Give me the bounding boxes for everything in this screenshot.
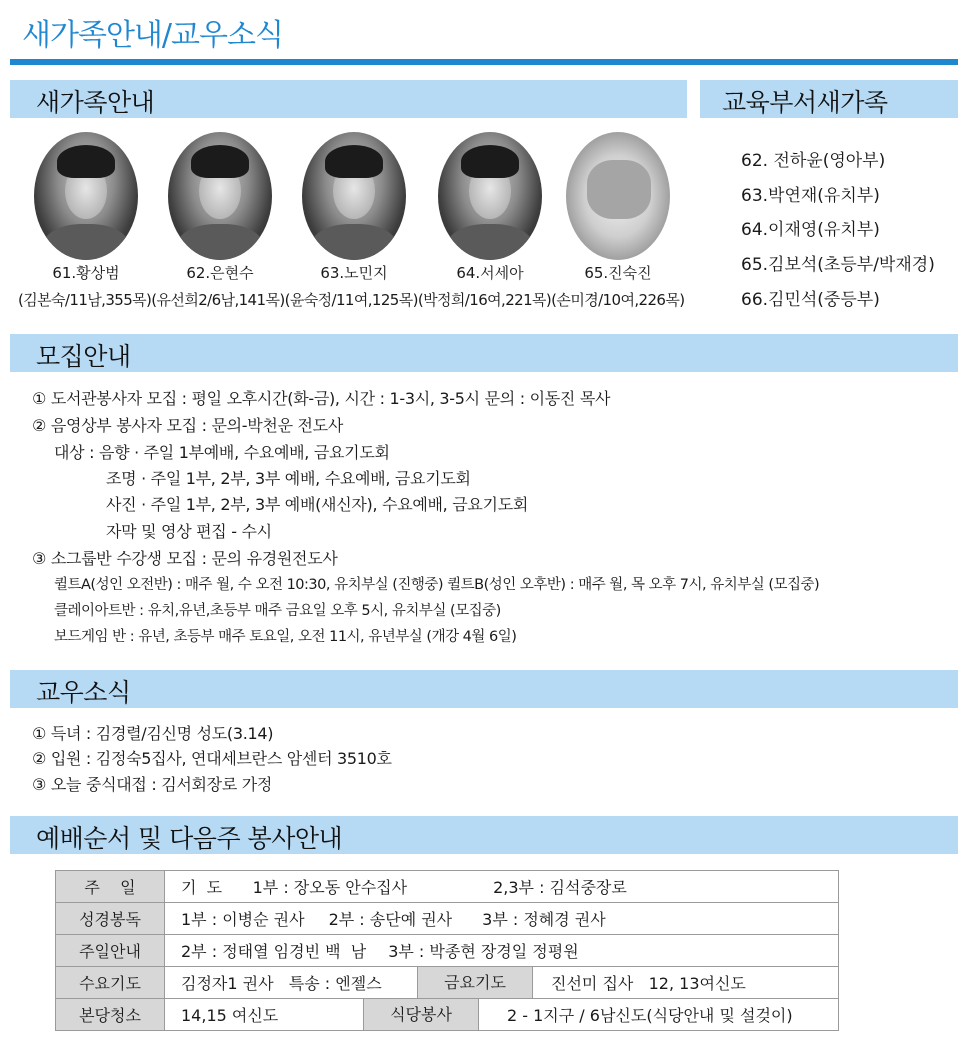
person-name: 63.노민지: [320, 264, 388, 282]
cell-text: 3부 : 박종현 장경일 정평원: [388, 942, 579, 961]
recruit-line: 클레이아트반 : 유치,유년,초등부 매주 금요일 오후 5시, 유치부실 (모집중): [54, 603, 501, 619]
recruit-line: ② 음영상부 봉사자 모집 : 문의-박천운 전도사: [32, 416, 343, 435]
table-cell: [165, 935, 839, 967]
cell-text: 진선미 집사 12, 13여신도: [551, 974, 746, 993]
edu-item: 66.김민석(중등부): [741, 290, 880, 310]
person-photo: [168, 132, 272, 260]
title-divider: [10, 59, 958, 65]
service-schedule-table: [55, 870, 839, 1031]
news-line: ① 득녀 : 김경렬/김신명 성도(3.14): [32, 724, 274, 743]
row-header: 수요기도: [56, 967, 165, 999]
table-cell: [165, 903, 839, 935]
cell-text: 2부 : 정태열 임경빈 백 남: [181, 942, 367, 961]
person-photo: [302, 132, 406, 260]
recruit-line: 퀼트A(성인 오전반) : 매주 월, 수 오전 10:30, 유치부실 (진행중) 퀼트B(성인 오후반) : 매주 월, 목 오후 7시, 유치부실 (모집중): [54, 577, 820, 593]
section-bar-recruit: [10, 334, 958, 372]
page-title: 새가족안내/교우소식: [22, 18, 283, 53]
section-heading: 새가족안내: [36, 88, 155, 117]
cell-text: 2 - 1지구 / 6남신도(식당안내 및 설겆이): [507, 1006, 793, 1025]
row-header: 주 일: [56, 871, 165, 903]
cell-text: 2부 : 송단예 권사: [328, 910, 453, 929]
recruit-line: 자막 및 영상 편집 - 수시: [106, 522, 272, 541]
person-photo: [34, 132, 138, 260]
cell-text: 2,3부 : 김석중장로: [493, 878, 627, 897]
row-header: 금요기도: [417, 967, 533, 998]
section-heading: 교우소식: [36, 678, 131, 707]
news-line: ③ 오늘 중식대접 : 김서회장로 가정: [32, 775, 273, 794]
person-name: 65.진숙진: [584, 264, 652, 282]
people-info: (김본숙/11남,355목)(유선희2/6남,141목)(윤숙정/11여,125목)(박정희/16여,221목)(손미경/10여,226목): [18, 291, 685, 309]
person-photo: [566, 132, 670, 260]
person-name: 64.서세아: [456, 264, 524, 282]
section-bar-worship: [10, 816, 958, 854]
cell-text: 기 도 1부 : 장오동 안수집사: [181, 878, 408, 897]
row-header: 성경봉독: [56, 903, 165, 935]
cell-text: 1부 : 이병순 권사: [181, 910, 305, 929]
recruit-line: 사진 · 주일 1부, 2부, 3부 예배(새신자), 수요예배, 금요기도회: [106, 495, 529, 514]
section-heading: 모집안내: [36, 342, 131, 371]
table-row: [56, 871, 839, 903]
section-bar-newfamily: [10, 80, 687, 118]
recruit-line: ③ 소그룹반 수강생 모집 : 문의 유경원전도사: [32, 549, 338, 568]
person-photo: [438, 132, 542, 260]
edu-item: 64.이재영(유치부): [741, 220, 880, 240]
table-row: [56, 935, 839, 967]
table-row: [56, 967, 839, 999]
table-cell: [165, 871, 839, 903]
table-row: [56, 999, 839, 1031]
person-name: 61.황상범: [52, 264, 120, 282]
cell-text: 14,15 여신도: [181, 1006, 279, 1025]
section-heading: 교육부서새가족: [722, 88, 888, 117]
recruit-line: 조명 · 주일 1부, 2부, 3부 예배, 수요예배, 금요기도회: [106, 469, 471, 488]
recruit-line: ① 도서관봉사자 모집 : 평일 오후시간(화-금), 시간 : 1-3시, 3-5시 문의 : 이동진 목사: [32, 389, 611, 408]
news-line: ② 입원 : 김정숙5집사, 연대세브란스 암센터 3510호: [32, 749, 392, 768]
cell-text: 김정자1 권사 특송 : 엔젤스: [181, 974, 382, 993]
table-cell: [165, 999, 839, 1031]
row-header: 본당청소: [56, 999, 165, 1031]
section-bar-edu: [700, 80, 958, 118]
person-name: 62.은현수: [186, 264, 254, 282]
edu-item: 65.김보석(초등부/박재경): [741, 255, 935, 275]
section-heading: 예배순서 및 다음주 봉사안내: [36, 824, 343, 853]
recruit-line: 보드게임 반 : 유년, 초등부 매주 토요일, 오전 11시, 유년부실 (개강 4월 6일): [54, 629, 517, 645]
cell-text: 3부 : 정혜경 권사: [482, 910, 606, 929]
table-cell: [165, 967, 839, 999]
recruit-line: 대상 : 음향 · 주일 1부예배, 수요예배, 금요기도회: [54, 443, 390, 462]
section-bar-news: [10, 670, 958, 708]
row-header: 주일안내: [56, 935, 165, 967]
edu-item: 63.박연재(유치부): [741, 186, 880, 206]
row-header: 식당봉사: [363, 999, 479, 1030]
table-row: [56, 903, 839, 935]
edu-item: 62. 전하윤(영아부): [741, 151, 886, 171]
